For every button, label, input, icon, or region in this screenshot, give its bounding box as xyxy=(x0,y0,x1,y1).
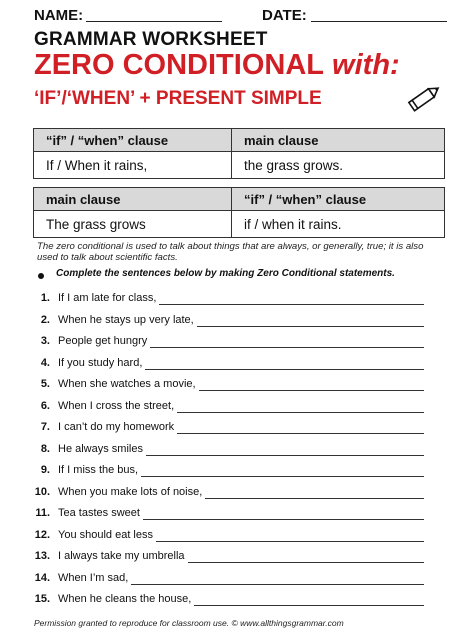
question-prompt: When I’m sad, xyxy=(58,571,129,584)
question-item xyxy=(0,292,474,312)
question-prompt: I can’t do my homework xyxy=(58,421,175,433)
table-row xyxy=(34,152,444,178)
question-item xyxy=(0,443,474,463)
answer-line[interactable] xyxy=(188,562,424,563)
question-item xyxy=(0,314,474,334)
question-number: 2. xyxy=(40,313,50,326)
question-number: 13. xyxy=(34,550,50,562)
question-number: 11. xyxy=(35,507,50,519)
question-number: 14. xyxy=(34,571,50,584)
table-header-row xyxy=(34,129,444,152)
question-prompt: If I am late for class, xyxy=(58,292,157,304)
answer-line[interactable] xyxy=(150,347,424,348)
answer-line[interactable] xyxy=(194,605,424,606)
question-item xyxy=(0,378,474,398)
if-when-clause-example: if / when it rains. xyxy=(244,216,342,232)
pencil-icon xyxy=(404,78,444,118)
question-item xyxy=(0,400,474,420)
answer-line[interactable] xyxy=(141,476,424,477)
topic-title xyxy=(34,49,400,82)
question-item xyxy=(0,421,474,441)
example-table-if-first xyxy=(33,128,445,179)
main-clause-header: main clause xyxy=(244,132,319,148)
answer-line[interactable] xyxy=(177,412,424,413)
question-prompt: I always take my umbrella xyxy=(58,550,185,562)
question-prompt: People get hungry xyxy=(58,335,148,347)
question-item xyxy=(0,593,474,613)
question-prompt: When you make lots of noise, xyxy=(58,485,203,498)
bullet-icon xyxy=(38,273,44,279)
question-prompt: He always smiles xyxy=(58,442,143,455)
name-label: NAME: xyxy=(34,7,84,24)
question-prompt: When I cross the street, xyxy=(58,399,175,412)
question-item xyxy=(0,486,474,506)
main-clause-header: main clause xyxy=(34,188,232,210)
question-prompt: If you study hard, xyxy=(58,356,143,369)
question-number: 15. xyxy=(34,593,50,605)
topic-title-main: ZERO CONDITIONAL xyxy=(34,49,324,81)
instruction-text: Complete the sentences below by making Zero Conditional statements. xyxy=(56,268,395,279)
copyright-footer: Permission granted to reproduce for classroom use. © www.allthingsgrammar.com xyxy=(34,618,344,628)
question-number: 4. xyxy=(40,356,50,369)
question-number: 10. xyxy=(34,485,50,498)
answer-line[interactable] xyxy=(143,519,424,520)
question-item xyxy=(0,507,474,527)
question-number: 9. xyxy=(40,464,50,476)
answer-line[interactable] xyxy=(177,433,424,434)
topic-subtitle: ‘IF’/‘WHEN’ + PRESENT SIMPLE xyxy=(34,88,322,109)
table-row xyxy=(34,211,444,237)
question-item xyxy=(0,572,474,592)
question-number: 5. xyxy=(40,378,50,390)
date-field[interactable] xyxy=(311,21,447,22)
topic-title-with: with: xyxy=(324,49,400,81)
answer-line[interactable] xyxy=(159,304,424,305)
question-item xyxy=(0,529,474,549)
answer-line[interactable] xyxy=(145,369,424,370)
answer-line[interactable] xyxy=(199,390,424,391)
question-item xyxy=(0,464,474,484)
worksheet-title: GRAMMAR WORKSHEET xyxy=(34,29,268,50)
question-number: 6. xyxy=(40,399,50,412)
question-prompt: If I miss the bus, xyxy=(58,464,139,476)
question-prompt: When he stays up very late, xyxy=(58,313,194,326)
question-number: 1. xyxy=(40,292,50,304)
if-when-clause-example: If / When it rains, xyxy=(34,152,232,178)
question-item xyxy=(0,550,474,570)
question-number: 12. xyxy=(34,528,50,541)
main-clause-example: the grass grows. xyxy=(244,157,344,173)
answer-line[interactable] xyxy=(197,326,424,327)
answer-line[interactable] xyxy=(146,455,424,456)
question-prompt: You should eat less xyxy=(58,528,153,541)
answer-line[interactable] xyxy=(156,541,424,542)
question-prompt: Tea tastes sweet xyxy=(58,507,140,519)
example-table-main-first xyxy=(33,187,445,238)
main-clause-example: The grass grows xyxy=(34,211,232,237)
name-field[interactable] xyxy=(86,21,222,22)
question-item xyxy=(0,357,474,377)
if-when-clause-header: “if” / “when” clause xyxy=(34,129,232,151)
table-header-row xyxy=(34,188,444,211)
question-number: 3. xyxy=(40,335,50,347)
question-number: 7. xyxy=(40,421,50,433)
if-when-clause-header: “if” / “when” clause xyxy=(244,191,367,207)
answer-line[interactable] xyxy=(205,498,424,499)
answer-line[interactable] xyxy=(131,584,424,585)
question-prompt: When he cleans the house, xyxy=(58,593,192,605)
question-number: 8. xyxy=(40,442,50,455)
date-label: DATE: xyxy=(262,7,307,24)
question-item xyxy=(0,335,474,355)
question-prompt: When she watches a movie, xyxy=(58,378,196,390)
explanation-note: The zero conditional is used to talk about things that are always, or generally, true; it is also used to talk about scientific facts. xyxy=(37,241,424,263)
